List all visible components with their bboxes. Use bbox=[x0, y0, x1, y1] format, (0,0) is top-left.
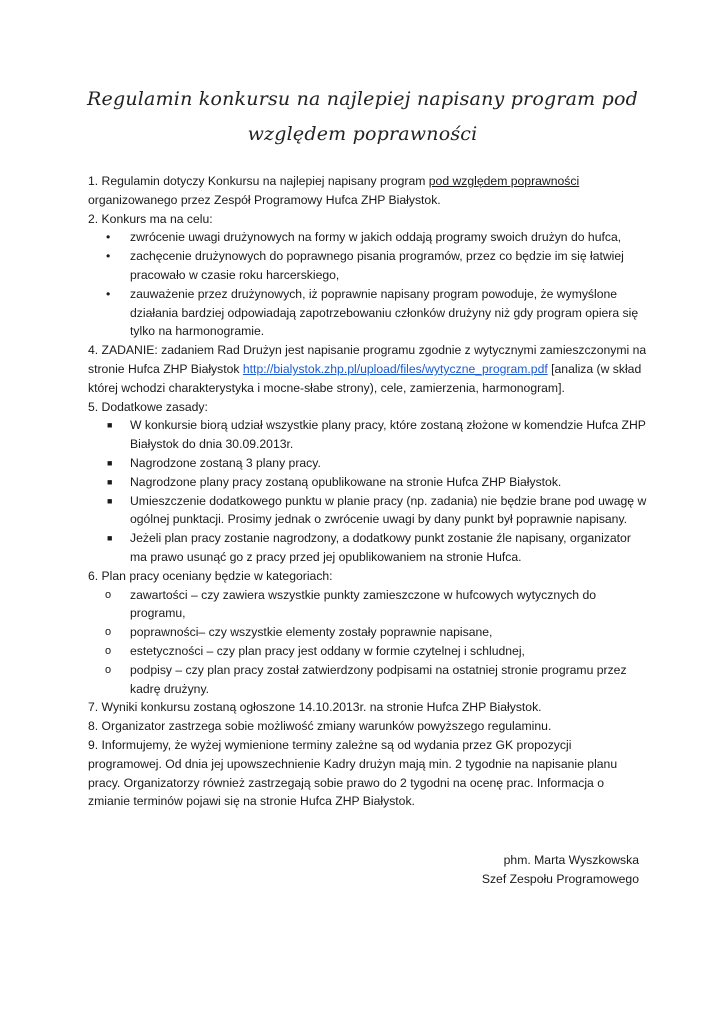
signature-name: phm. Marta Wyszkowska bbox=[503, 853, 639, 867]
criteria-list bbox=[88, 586, 648, 699]
goals-list bbox=[88, 228, 648, 341]
paragraph-1-text-end: organizowanego przez Zespół Programowy Hufca ZHP Białystok. bbox=[88, 192, 441, 207]
square-bullet-icon: ■ bbox=[107, 420, 113, 431]
list-item: • zachęcenie drużynowych do poprawnego pisania programów, przez co będzie im się łatwiej pracowało w czasie roku harcerskiego, bbox=[106, 249, 624, 282]
list-item: o podpisy – czy plan pracy został zatwierdzony podpisami na ostatniej stronie programu przez kadrę drużyny. bbox=[105, 662, 627, 696]
list-item: o poprawności– czy wszystkie elementy zostały poprawnie napisane, bbox=[88, 623, 648, 642]
paragraph-4 bbox=[88, 341, 648, 397]
list-item: • zwrócenie uwagi drużynowych na formy w jakich oddają programy swoich drużyn do hufca, bbox=[88, 228, 648, 247]
signature-block bbox=[482, 851, 639, 889]
paragraph-6: 6. Plan pracy oceniany będzie w kategoriach: bbox=[88, 568, 333, 583]
list-item: ■ Nagrodzone zostaną 3 plany pracy. bbox=[88, 454, 648, 473]
list-item: ■ W konkursie biorą udział wszystkie plany pracy, które zostaną złożone w komendzie Hufca ZHP Białystok do dnia 30.09.2013r. bbox=[107, 418, 646, 452]
list-item: • zauważenie przez drużynowych, iż poprawnie napisany program powoduje, że wymyślone działania bardziej odpowiadają zapotrzebowaniu członków drużyny niż gdy program opiera się tylko na harmonogramie. bbox=[106, 286, 639, 339]
paragraph-7: 7. Wyniki konkursu zostaną ogłoszone 14.10.2013r. na stronie Hufca ZHP Białystok. bbox=[88, 700, 542, 715]
circle-bullet-icon: o bbox=[105, 588, 112, 601]
list-item: ■ Jeżeli plan pracy zostanie nagrodzony, a dodatkowy punkt zostanie źle napisany, organizator ma prawo usunąć go z pracy przed jej opublikowaniem na stronie Hufca. bbox=[107, 531, 631, 564]
paragraph-2: 2. Konkurs ma na celu: bbox=[88, 211, 213, 226]
square-bullet-icon: ■ bbox=[107, 495, 113, 506]
bullet-icon: • bbox=[106, 249, 111, 264]
document-body bbox=[88, 172, 648, 811]
guidelines-link[interactable]: http://bialystok.zhp.pl/upload/files/wytyczne_program.pdf bbox=[242, 361, 548, 376]
document-title-line-1: Regulamin konkursu na najlepiej napisany program pod bbox=[87, 88, 638, 110]
circle-bullet-icon: o bbox=[105, 663, 112, 676]
paragraph-1 bbox=[88, 172, 648, 210]
paragraph-5: 5. Dodatkowe zasady: bbox=[88, 399, 208, 414]
paragraph-4-text-end: [analiza (w skład której wchodzi charakterystyka i mocne-słabe strony), cele, zamierzenia, harmonogram]. bbox=[88, 361, 642, 395]
document-title-line-2: względem poprawności bbox=[247, 123, 478, 145]
square-bullet-icon: ■ bbox=[107, 476, 113, 487]
list-item: ■ Umieszczenie dodatkowego punktu w planie pracy (np. zadania) nie będzie brane pod uwagę w ogólnej punktacji. Prosimy jednak o zwrócenie uwagi by dany punkt był poprawnie napisany. bbox=[107, 493, 647, 527]
square-bullet-icon: ■ bbox=[107, 533, 113, 544]
square-bullet-icon: ■ bbox=[107, 457, 113, 468]
list-item: o zawartości – czy zawiera wszystkie punkty zamieszczone w hufcowych wytycznych do programu, bbox=[105, 587, 596, 621]
paragraph-1-underlined: pod względem poprawności bbox=[428, 174, 580, 188]
circle-bullet-icon: o bbox=[105, 626, 112, 639]
circle-bullet-icon: o bbox=[105, 644, 112, 657]
bullet-icon: • bbox=[106, 286, 111, 301]
signature-role: Szef Zespołu Programowego bbox=[481, 871, 639, 886]
bullet-icon: • bbox=[106, 230, 111, 245]
paragraph-8: 8. Organizator zastrzega sobie możliwość zmiany warunków powyższego regulaminu. bbox=[88, 719, 552, 734]
list-item: o estetyczności – czy plan pracy jest oddany w formie czytelnej i schludnej, bbox=[88, 642, 648, 661]
rules-list bbox=[88, 416, 648, 566]
paragraph-4-text: 4. ZADANIE: zadaniem Rad Drużyn jest napisanie programu zgodnie z wytycznymi zamieszczonymi na stronie Hufca ZHP Białystok bbox=[88, 343, 647, 376]
paragraph-1-text: 1. Regulamin dotyczy Konkursu na najlepiej napisany program bbox=[88, 174, 429, 188]
list-item: ■ Nagrodzone plany pracy zostaną opublikowane na stronie Hufca ZHP Białystok. bbox=[88, 473, 648, 492]
paragraph-9: 9. Informujemy, że wyżej wymienione terminy zależne są od wydania przez GK propozycji programowej. Od dnia jej upowszechnienie Kadry drużyn mają min. 2 tygodnie na napisanie planu pracy. Organizatorzy również zastrzegają sobie prawo do 2 tygodni na ocenę prac. Informacja o zmianie terminów pojawi się na stronie Hufca ZHP Białystok. bbox=[88, 737, 618, 809]
